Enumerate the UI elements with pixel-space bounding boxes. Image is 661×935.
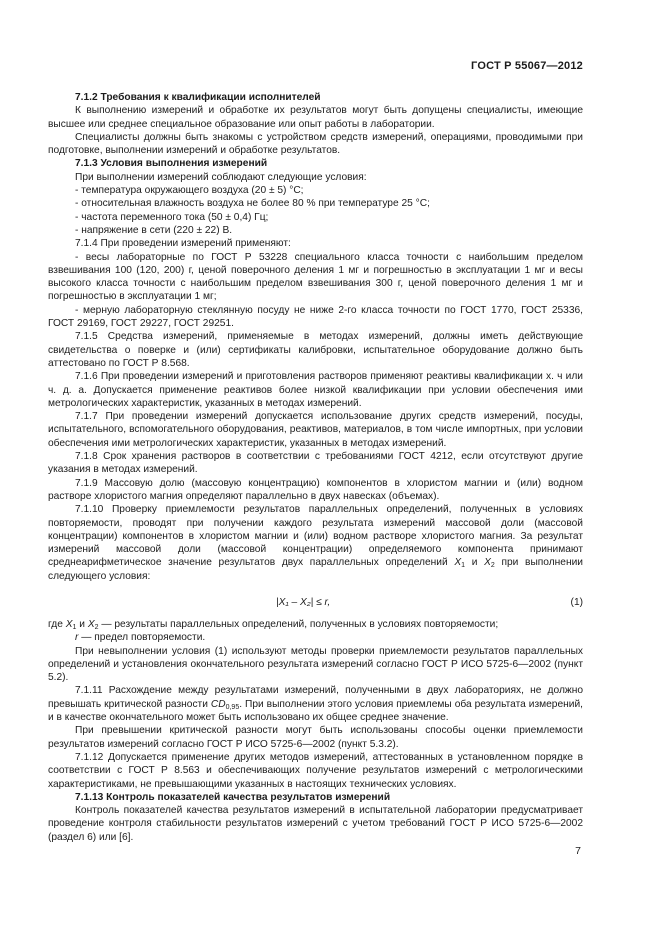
symbol-r: r <box>75 632 79 644</box>
symbol-x: X <box>65 618 73 630</box>
symbol-x: X <box>87 618 95 630</box>
subscript: 1 <box>72 623 77 631</box>
paragraph: При невыполнении условия (1) используют методы проверки приемлемости результатов параллельных определений и установления окончательного результата измерений согласно ГОСТ Р ИСО 5725-6—2002 (пункт 5.2). <box>48 645 583 684</box>
text-run: . При выполнении этого условия приемлемы оба результата измерений, и в качестве окончательного может быть использовано их общее среднее значение. <box>48 698 583 724</box>
section-heading-7-1-3: 7.1.3 Условия выполнения измерений <box>75 158 268 170</box>
paragraph: 7.1.12 Допускается применение других методов измерений, аттестованных в установленном порядке в соответствии с ГОСТ Р 8.563 и обеспечивающих получение результатов измерений с метрологическими характеристиками, не превышающими указанных в настоящих технических условиях. <box>48 751 583 790</box>
formula: |X₁ – X₂| ≤ r, <box>276 596 331 608</box>
text-run: и <box>471 557 478 569</box>
where-clause-r <box>48 631 583 644</box>
list-item: - мерную лабораторную стеклянную посуду не ниже 2-го класса точности по ГОСТ 1770, ГОСТ 25336, ГОСТ 29169, ГОСТ 29227, ГОСТ 29251. <box>48 304 583 330</box>
paragraph: К выполнению измерений и обработке их результатов могут быть допущены специалисты, имеющие высшее или среднее специальное образование или опыт работы в лаборатории. <box>48 105 583 130</box>
list-item: - температура окружающего воздуха (20 ± 5) °С; <box>75 185 304 197</box>
subscript: 1 <box>461 562 466 570</box>
list-item: - напряжение в сети (220 ± 22) В. <box>75 224 233 236</box>
paragraph: 7.1.4 При проведении измерений применяют: <box>75 238 291 250</box>
subscript: 0,95 <box>225 703 240 711</box>
standard-code-header: ГОСТ Р 55067—2012 <box>471 60 583 72</box>
paragraph: Контроль показателей качества результатов измерений в испытательной лаборатории предусматривает проведение контроля стабильности результатов измерений с учетом требований ГОСТ Р ИСО 5725-6—2002 (раздел 6) или [6]. <box>48 805 583 843</box>
symbol-x: X <box>454 557 462 569</box>
paragraph: 7.1.5 Средства измерений, применяемые в методах измерений, должны иметь действующие свидетельства о поверке и (или) сертификаты калибровки, испытательное оборудование должно быть аттестовано по ГОСТ Р 8.568. <box>48 331 583 369</box>
symbol-cd: CD <box>210 698 226 710</box>
paragraph: 7.1.7 При проведении измерений допускается использование других средств измерений, посуды, испытательного, вспомогательного оборудования, реактивов, материалов, в том числе импортных, при условии обеспечения ими метрологических характеристик, указанных в методах измерений. <box>48 411 583 449</box>
list-item: - относительная влажность воздуха не более 80 % при температуре 25 °С; <box>75 198 430 210</box>
section-heading-7-1-13: 7.1.13 Контроль показателей качества результатов измерений <box>75 791 391 803</box>
text-run: и <box>79 618 85 630</box>
subscript: 2 <box>94 623 99 631</box>
text-run: 7.1.10 Проверку приемлемости результатов параллельных определений, полученных в условиях повторяемости, проводят при получении каждого результата измерений массовой доли (массовой концентрации) компонентов в хлористом магнии и (или) водном растворе хлористого магния. За результат измерений массовой доли (массовой концентрации) определяемого компонента принимают среднеарифметическое значение результатов двух параллельных определений <box>48 504 583 569</box>
where-clause <box>48 618 583 631</box>
subscript: 2 <box>490 562 495 570</box>
list-item: - весы лабораторные по ГОСТ Р 53228 специального класса точности с наибольшим пределом взвешивания 100 (120, 200) г, ценой поверочного деления 1 мг и погрешностью в эксплуатации 1 мг и весы высокого класса точности с наибольшим пределом взвешивания 300 г, ценой поверочного деления 1 мг и погрешностью в эксплуатации 1 мг; <box>48 251 583 303</box>
document-body <box>48 91 583 844</box>
paragraph: 7.1.9 Массовую долю (массовую концентрацию) компонентов в хлористом магнии и (или) водном растворе хлористого магния определяют параллельно в двух навесках (объемах). <box>48 477 583 502</box>
equation-number: (1) <box>570 596 583 608</box>
list-item: - частота переменного тока (50 ± 0,4) Гц; <box>75 211 269 223</box>
paragraph: 7.1.8 Срок хранения растворов в соответствии с требованиями ГОСТ 4212, если отсутствуют другие указания в методах измерений. <box>48 451 583 476</box>
text-run: — результаты параллельных определений, полученных в условиях повторяемости; <box>101 618 499 630</box>
paragraph: 7.1.6 При проведении измерений и приготовления растворов применяют реактивы квалификации х. ч или ч. д. а. Допускается применение реактивов более низкой квалификации при условии обеспечения ими метрологических характеристик, указанных в методах измерений. <box>48 371 583 409</box>
text-run: — предел повторяемости. <box>81 632 206 644</box>
equation-1 <box>48 596 583 610</box>
symbol-x: X <box>484 557 491 569</box>
text-run: где <box>48 618 63 630</box>
text-run: при выполнении следующего условия: <box>48 557 583 582</box>
paragraph: При выполнении измерений соблюдают следующие условия: <box>75 171 367 183</box>
paragraph: Специалисты должны быть знакомы с устройством средств измерений, операциями, проводимыми при подготовке, выполнении измерений и обработке результатов. <box>48 131 583 157</box>
paragraph-7-1-11 <box>48 684 583 724</box>
text-run: 7.1.11 Расхождение между результатами измерений, полученными в двух лабораториях, не должно превышать критической разности <box>48 685 583 710</box>
section-heading-7-1-2: 7.1.2 Требования к квалификации исполнителей <box>75 92 321 103</box>
paragraph: При превышении критической разности могут быть использованы способы оценки приемлемости результатов измерений согласно ГОСТ Р ИСО 5725-6—2002 (пункт 5.3.2). <box>48 725 583 750</box>
paragraph-7-1-10 <box>48 503 583 583</box>
page-number: 7 <box>575 845 581 857</box>
